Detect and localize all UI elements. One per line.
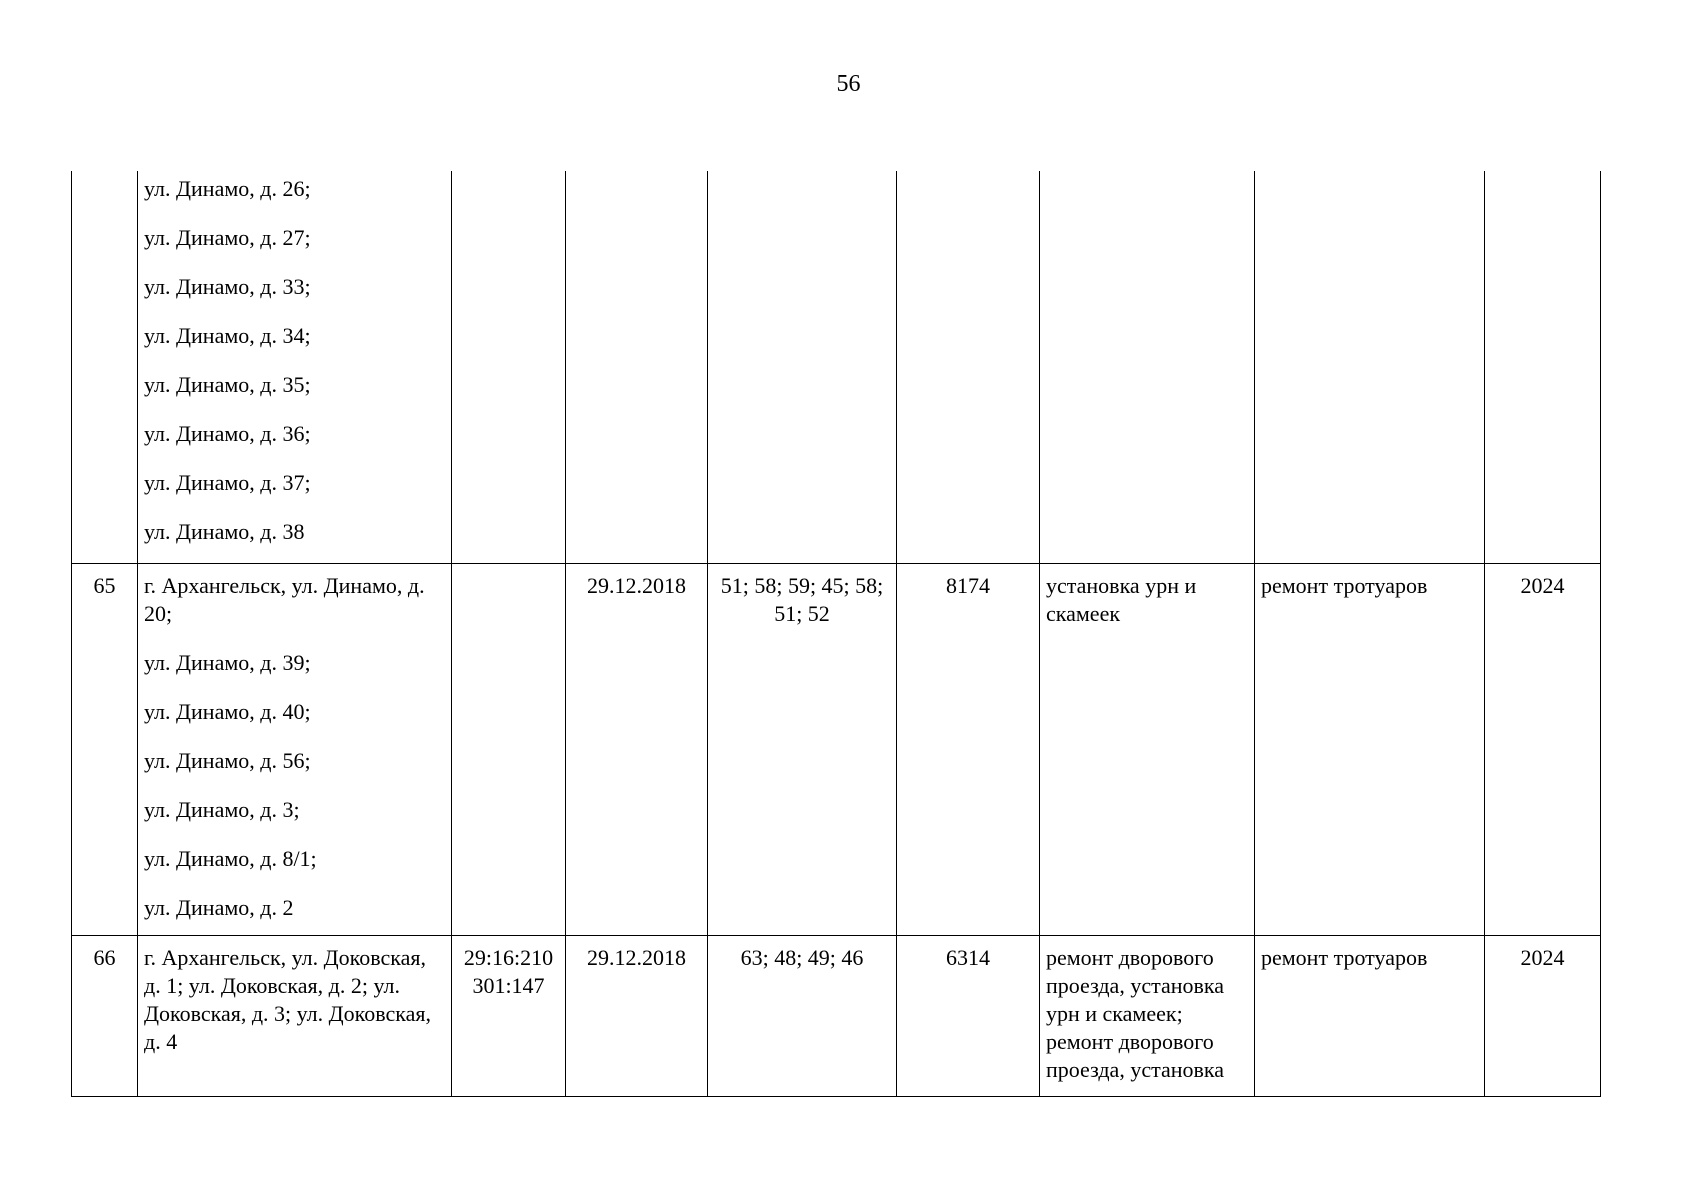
year [1485,171,1601,563]
address-line: ул. Динамо, д. 3; [144,796,300,822]
address-cell [138,171,452,563]
register-table [71,171,1601,1097]
address-cell [138,935,452,1096]
table-row [72,935,1601,1096]
year: 2024 [1485,935,1601,1096]
address-line: ул. Динамо, д. 26; [144,176,311,201]
row-number: 66 [72,935,138,1096]
works-min: ремонт дворового проезда, установка урн и скамеек; ремонт дворового проезда, установка [1040,935,1255,1096]
address-line: ул. Динамо, д. 56; [144,747,311,773]
table-row [72,563,1601,935]
cadastral-number [452,563,566,935]
area-value: 6314 [897,935,1040,1096]
apartments-count: 51; 58; 59; 45; 58; 51; 52 [708,563,897,935]
area-value [897,171,1040,563]
address-line: ул. Динамо, д. 35; [144,372,311,397]
works-min: установка урн и скамеек [1040,563,1255,935]
protocol-date: 29.12.2018 [566,563,708,935]
address-line: г. Архангельск, ул. Динамо, д. 20; [144,572,425,626]
apartments-count [708,171,897,563]
address-line: ул. Динамо, д. 34; [144,323,311,348]
row-number [72,171,138,563]
address-line: ул. Динамо, д. 33; [144,274,311,299]
address-line: ул. Динамо, д. 36; [144,421,311,446]
apartments-count: 63; 48; 49; 46 [708,935,897,1096]
works-min [1040,171,1255,563]
year: 2024 [1485,563,1601,935]
protocol-date [566,171,708,563]
works-extra [1255,171,1485,563]
address-cell [138,563,452,935]
page-number: 56 [836,71,861,97]
address-line: ул. Динамо, д. 2 [144,894,294,920]
row-number: 65 [72,563,138,935]
address-line: ул. Динамо, д. 27; [144,225,311,250]
cadastral-number [452,171,566,563]
address-line: ул. Динамо, д. 40; [144,698,311,724]
cadastral-number: 29:16:210 301:147 [452,935,566,1096]
address-line: ул. Динамо, д. 8/1; [144,845,317,871]
protocol-date: 29.12.2018 [566,935,708,1096]
works-extra: ремонт тротуаров [1255,935,1485,1096]
table-row [72,171,1601,563]
address-line: ул. Динамо, д. 37; [144,470,311,495]
address-line: г. Архангельск, ул. Доковская, д. 1; ул. Доковская, д. 2; ул. Доковская, д. 3; ул. Доковская, д. 4 [144,944,431,1054]
address-line: ул. Динамо, д. 39; [144,649,311,675]
address-line: ул. Динамо, д. 38 [144,519,305,544]
works-extra: ремонт тротуаров [1255,563,1485,935]
area-value: 8174 [897,563,1040,935]
